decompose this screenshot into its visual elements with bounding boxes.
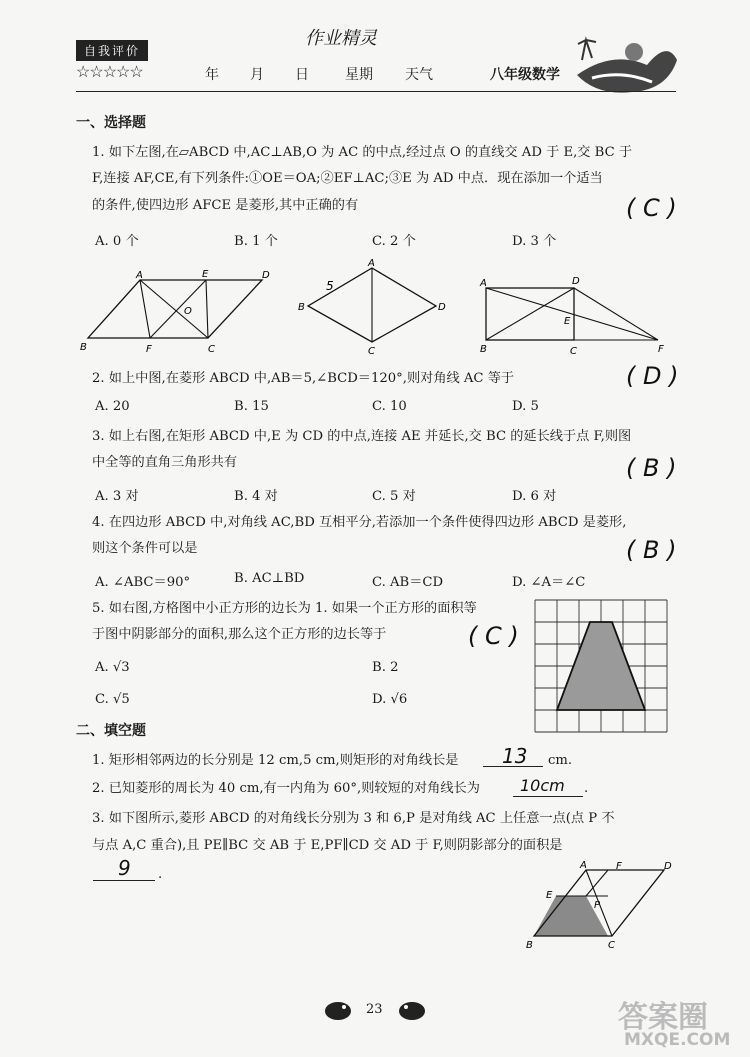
rating-stars[interactable]: ☆☆☆☆☆ <box>76 62 143 81</box>
q5-option-a[interactable]: A. √3 <box>95 660 130 675</box>
q3-option-a[interactable]: A. 3 对 <box>95 489 139 504</box>
figure-parallelogram <box>80 266 280 356</box>
f3-line2: 与点 A,C 重合),且 PE∥BC 交 AB 于 E,PF∥CD 交 AD 于 F,则阴影部分的面积是 <box>92 838 563 853</box>
q1-line3: 的条件,使四边形 AFCE 是菱形,其中正确的有 <box>92 198 359 213</box>
f3-blank[interactable] <box>93 880 155 881</box>
day-label: 日 <box>295 67 309 83</box>
q2-option-d[interactable]: D. 5 <box>512 399 539 414</box>
f2-text: 2. 已知菱形的周长为 40 cm,有一内角为 60°,则较短的对角线长为 <box>92 781 480 796</box>
page-number: 23 <box>366 1002 383 1017</box>
q2-option-a[interactable]: A. 20 <box>95 399 130 414</box>
svg-text:C: C <box>368 346 375 357</box>
watermark-url: MXQE.COM <box>624 1030 731 1050</box>
q3-line2: 中全等的直角三角形共有 <box>92 455 238 470</box>
q4-line2: 则这个条件可以是 <box>92 541 198 556</box>
q3-option-c[interactable]: C. 5 对 <box>372 489 416 504</box>
q4-option-d[interactable]: D. ∠A＝∠C <box>512 575 586 590</box>
f3-end: . <box>158 867 163 882</box>
svg-text:C: C <box>570 346 577 357</box>
surfer-mascot-icon <box>572 30 682 100</box>
header-title: 作业精灵 <box>305 28 377 49</box>
q1-option-c[interactable]: C. 2 个 <box>372 234 416 249</box>
svg-text:E: E <box>546 890 553 901</box>
month-label: 月 <box>250 67 264 83</box>
f1-unit: cm. <box>548 753 573 768</box>
q2-answer: ( D ) <box>626 362 679 390</box>
svg-text:E: E <box>202 269 209 280</box>
watermark-logo: 答案圈 <box>618 1000 708 1035</box>
q1-line1: 1. 如下左图,在▱ABCD 中,AC⊥AB,O 为 AC 的中点,经过点 O 的直线交 AD 于 E,交 BC 于 <box>92 145 633 160</box>
f3-answer: 9 <box>118 856 131 880</box>
q4-answer: ( B ) <box>626 536 677 564</box>
q1-option-d[interactable]: D. 3 个 <box>512 234 557 249</box>
q5-answer: ( C ) <box>468 622 519 650</box>
svg-text:P: P <box>594 900 601 911</box>
svg-text:B: B <box>526 940 533 951</box>
q1-option-a[interactable]: A. 0 个 <box>95 234 139 249</box>
self-evaluation-badge: 自我评价 <box>76 40 148 61</box>
svg-text:D: D <box>664 861 672 872</box>
svg-text:B: B <box>480 344 487 355</box>
q3-line1: 3. 如上右图,在矩形 ABCD 中,E 为 CD 的中点,连接 AE 并延长,交 BC 的延长线于点 F,则图 <box>92 429 632 444</box>
q4-option-c[interactable]: C. AB＝CD <box>372 575 444 590</box>
svg-text:D: D <box>438 302 446 313</box>
f2-answer: 10cm <box>520 776 565 795</box>
svg-text:F: F <box>658 344 664 355</box>
q3-option-b[interactable]: B. 4 对 <box>234 489 278 504</box>
svg-text:E: E <box>564 316 571 327</box>
q5-line1: 5. 如右图,方格图中小正方形的边长为 1. 如果一个正方形的面积等 <box>92 601 477 616</box>
q2-option-b[interactable]: B. 15 <box>234 399 269 414</box>
course-label: 八年级数学 <box>490 67 560 83</box>
svg-text:D: D <box>262 270 270 281</box>
figure-rhombus <box>296 258 446 358</box>
q2-line1: 2. 如上中图,在菱形 ABCD 中,AB＝5,∠BCD＝120°,则对角线 AC 等于 <box>92 371 515 386</box>
q5-line2: 于图中阴影部分的面积,那么这个正方形的边长等于 <box>92 627 387 642</box>
weather-label: 天气 <box>405 67 433 83</box>
f1-answer: 13 <box>502 744 528 768</box>
bird-left-icon <box>322 996 354 1022</box>
bird-right-icon <box>396 996 428 1022</box>
f2-end: . <box>584 781 589 796</box>
section-fill-title: 二、填空题 <box>76 723 146 739</box>
header-rule <box>76 91 676 92</box>
svg-text:O: O <box>184 306 192 317</box>
q1-option-b[interactable]: B. 1 个 <box>234 234 278 249</box>
q4-option-a[interactable]: A. ∠ABC＝90° <box>95 575 191 590</box>
f2-blank[interactable] <box>513 796 583 797</box>
q3-option-d[interactable]: D. 6 对 <box>512 489 557 504</box>
q3-answer: ( B ) <box>626 454 677 482</box>
svg-text:A: A <box>480 278 487 289</box>
q5-option-b[interactable]: B. 2 <box>372 660 399 675</box>
svg-text:D: D <box>572 276 580 287</box>
weekday-label: 星期 <box>345 67 373 83</box>
year-label: 年 <box>205 67 219 83</box>
q4-line1: 4. 在四边形 ABCD 中,对角线 AC,BD 互相平分,若添加一个条件使得四边形 ABCD 是菱形, <box>92 515 627 530</box>
q5-option-d[interactable]: D. √6 <box>372 692 408 707</box>
figure-grid-trapezoid <box>533 598 673 738</box>
svg-text:A: A <box>580 860 587 871</box>
q5-option-c[interactable]: C. √5 <box>95 692 130 707</box>
figure-rhombus-shaded <box>524 860 684 952</box>
svg-text:A: A <box>368 258 375 269</box>
svg-text:B: B <box>298 302 305 313</box>
q4-option-b[interactable]: B. AC⊥BD <box>234 571 305 586</box>
svg-text:C: C <box>208 344 215 355</box>
svg-text:F: F <box>616 861 622 872</box>
q1-answer: ( C ) <box>626 194 677 222</box>
figure-rectangle <box>476 270 676 360</box>
svg-text:F: F <box>146 344 152 355</box>
svg-text:A: A <box>136 270 143 281</box>
f1-text: 1. 矩形相邻两边的长分别是 12 cm,5 cm,则矩形的对角线长是 <box>92 753 459 768</box>
svg-text:B: B <box>80 342 87 353</box>
section-choice-title: 一、选择题 <box>76 115 146 131</box>
q2-option-c[interactable]: C. 10 <box>372 399 407 414</box>
q1-line2: F,连接 AF,CE,有下列条件:①OE＝OA;②EF⊥AC;③E 为 AD 中点．现在添加一个适当 <box>92 171 603 186</box>
svg-text:5: 5 <box>326 279 334 293</box>
f3-line1: 3. 如下图所示,菱形 ABCD 的对角线长分别为 3 和 6,P 是对角线 AC 上任意一点(点 P 不 <box>92 811 615 826</box>
svg-text:C: C <box>608 940 615 951</box>
